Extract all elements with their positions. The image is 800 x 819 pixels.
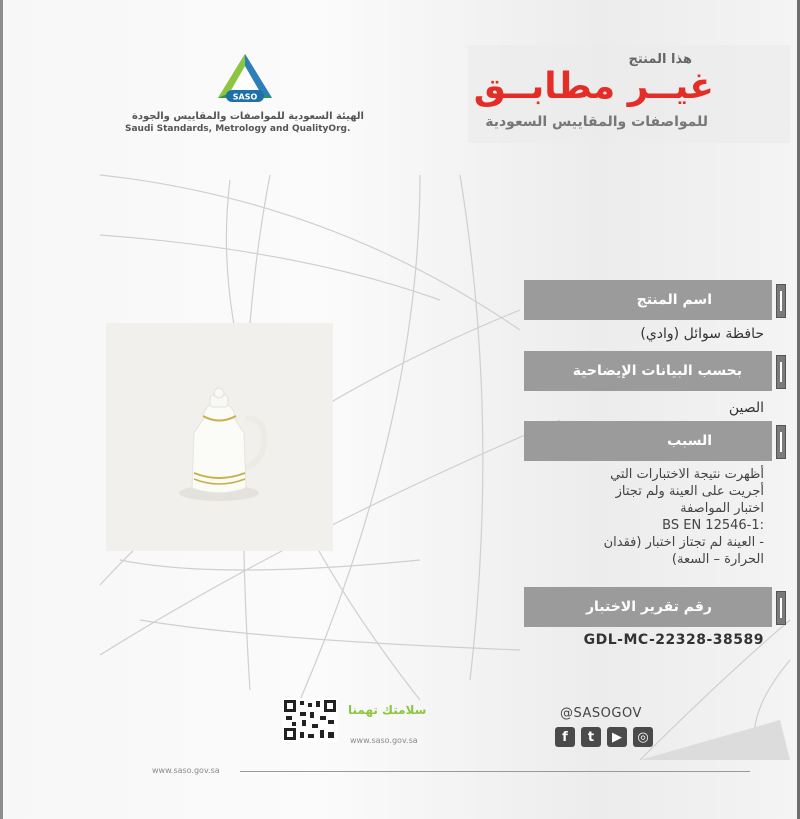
reason-text (536, 466, 764, 568)
tab-marker (776, 425, 786, 459)
tab-marker (776, 591, 786, 625)
facebook-icon[interactable]: f (555, 727, 575, 747)
reason-header: السبب (524, 421, 772, 461)
title-this-product: هذا المنتج (628, 52, 692, 67)
title-non-compliant: غيــر مطابــق (473, 66, 714, 107)
footer-divider (240, 771, 750, 772)
reason-line: BS EN 12546-1: (662, 518, 764, 533)
org-name-english: Saudi Standards, Metrology and QualityOrg. (125, 124, 351, 134)
tab-marker (776, 284, 786, 318)
reason-line: أظهرت نتيجة الاختبارات التي (610, 467, 764, 482)
youtube-icon[interactable]: ▶ (607, 727, 627, 747)
qr-code-icon[interactable] (282, 698, 338, 742)
social-icons (555, 727, 653, 747)
product-name-value: حافظة سوائل (وادي) (640, 326, 764, 342)
tab-marker (776, 355, 786, 389)
origin-value: الصين (728, 400, 764, 416)
slogan-text: سلامتك تهمنا (348, 703, 427, 717)
report-number-header: رقم تقرير الاختبار (524, 587, 772, 627)
reason-line: اختبار المواصفة (680, 501, 764, 516)
logo-text: SASO (232, 92, 258, 102)
reason-line: الحرارة – السعة) (671, 552, 764, 567)
thermos-flask-image (106, 323, 333, 551)
website-footer-link[interactable]: www.saso.gov.sa (152, 766, 220, 775)
twitter-icon[interactable]: t (581, 727, 601, 747)
product-name-header: اسم المنتج (524, 280, 772, 320)
org-name-arabic: الهيئة السعودية للمواصفات والمقاييس والجودة (131, 111, 364, 122)
instagram-icon[interactable]: ◎ (633, 727, 653, 747)
origin-header: بحسب البيانات الإيضاحية (524, 351, 772, 391)
reason-line: أجريت على العينة ولم تجتاز (615, 484, 764, 499)
reason-line: - العينة لم تجتاز اختبار (فقدان (603, 535, 764, 550)
product-image (106, 323, 333, 551)
twitter-handle[interactable]: @SASOGOV (560, 706, 642, 721)
saso-logo (214, 52, 276, 108)
report-number-value: GDL-MC-22328-38589 (583, 632, 764, 648)
website-link[interactable]: www.saso.gov.sa (350, 736, 418, 745)
title-subtitle: للمواصفات والمقاييس السعودية (485, 114, 708, 130)
